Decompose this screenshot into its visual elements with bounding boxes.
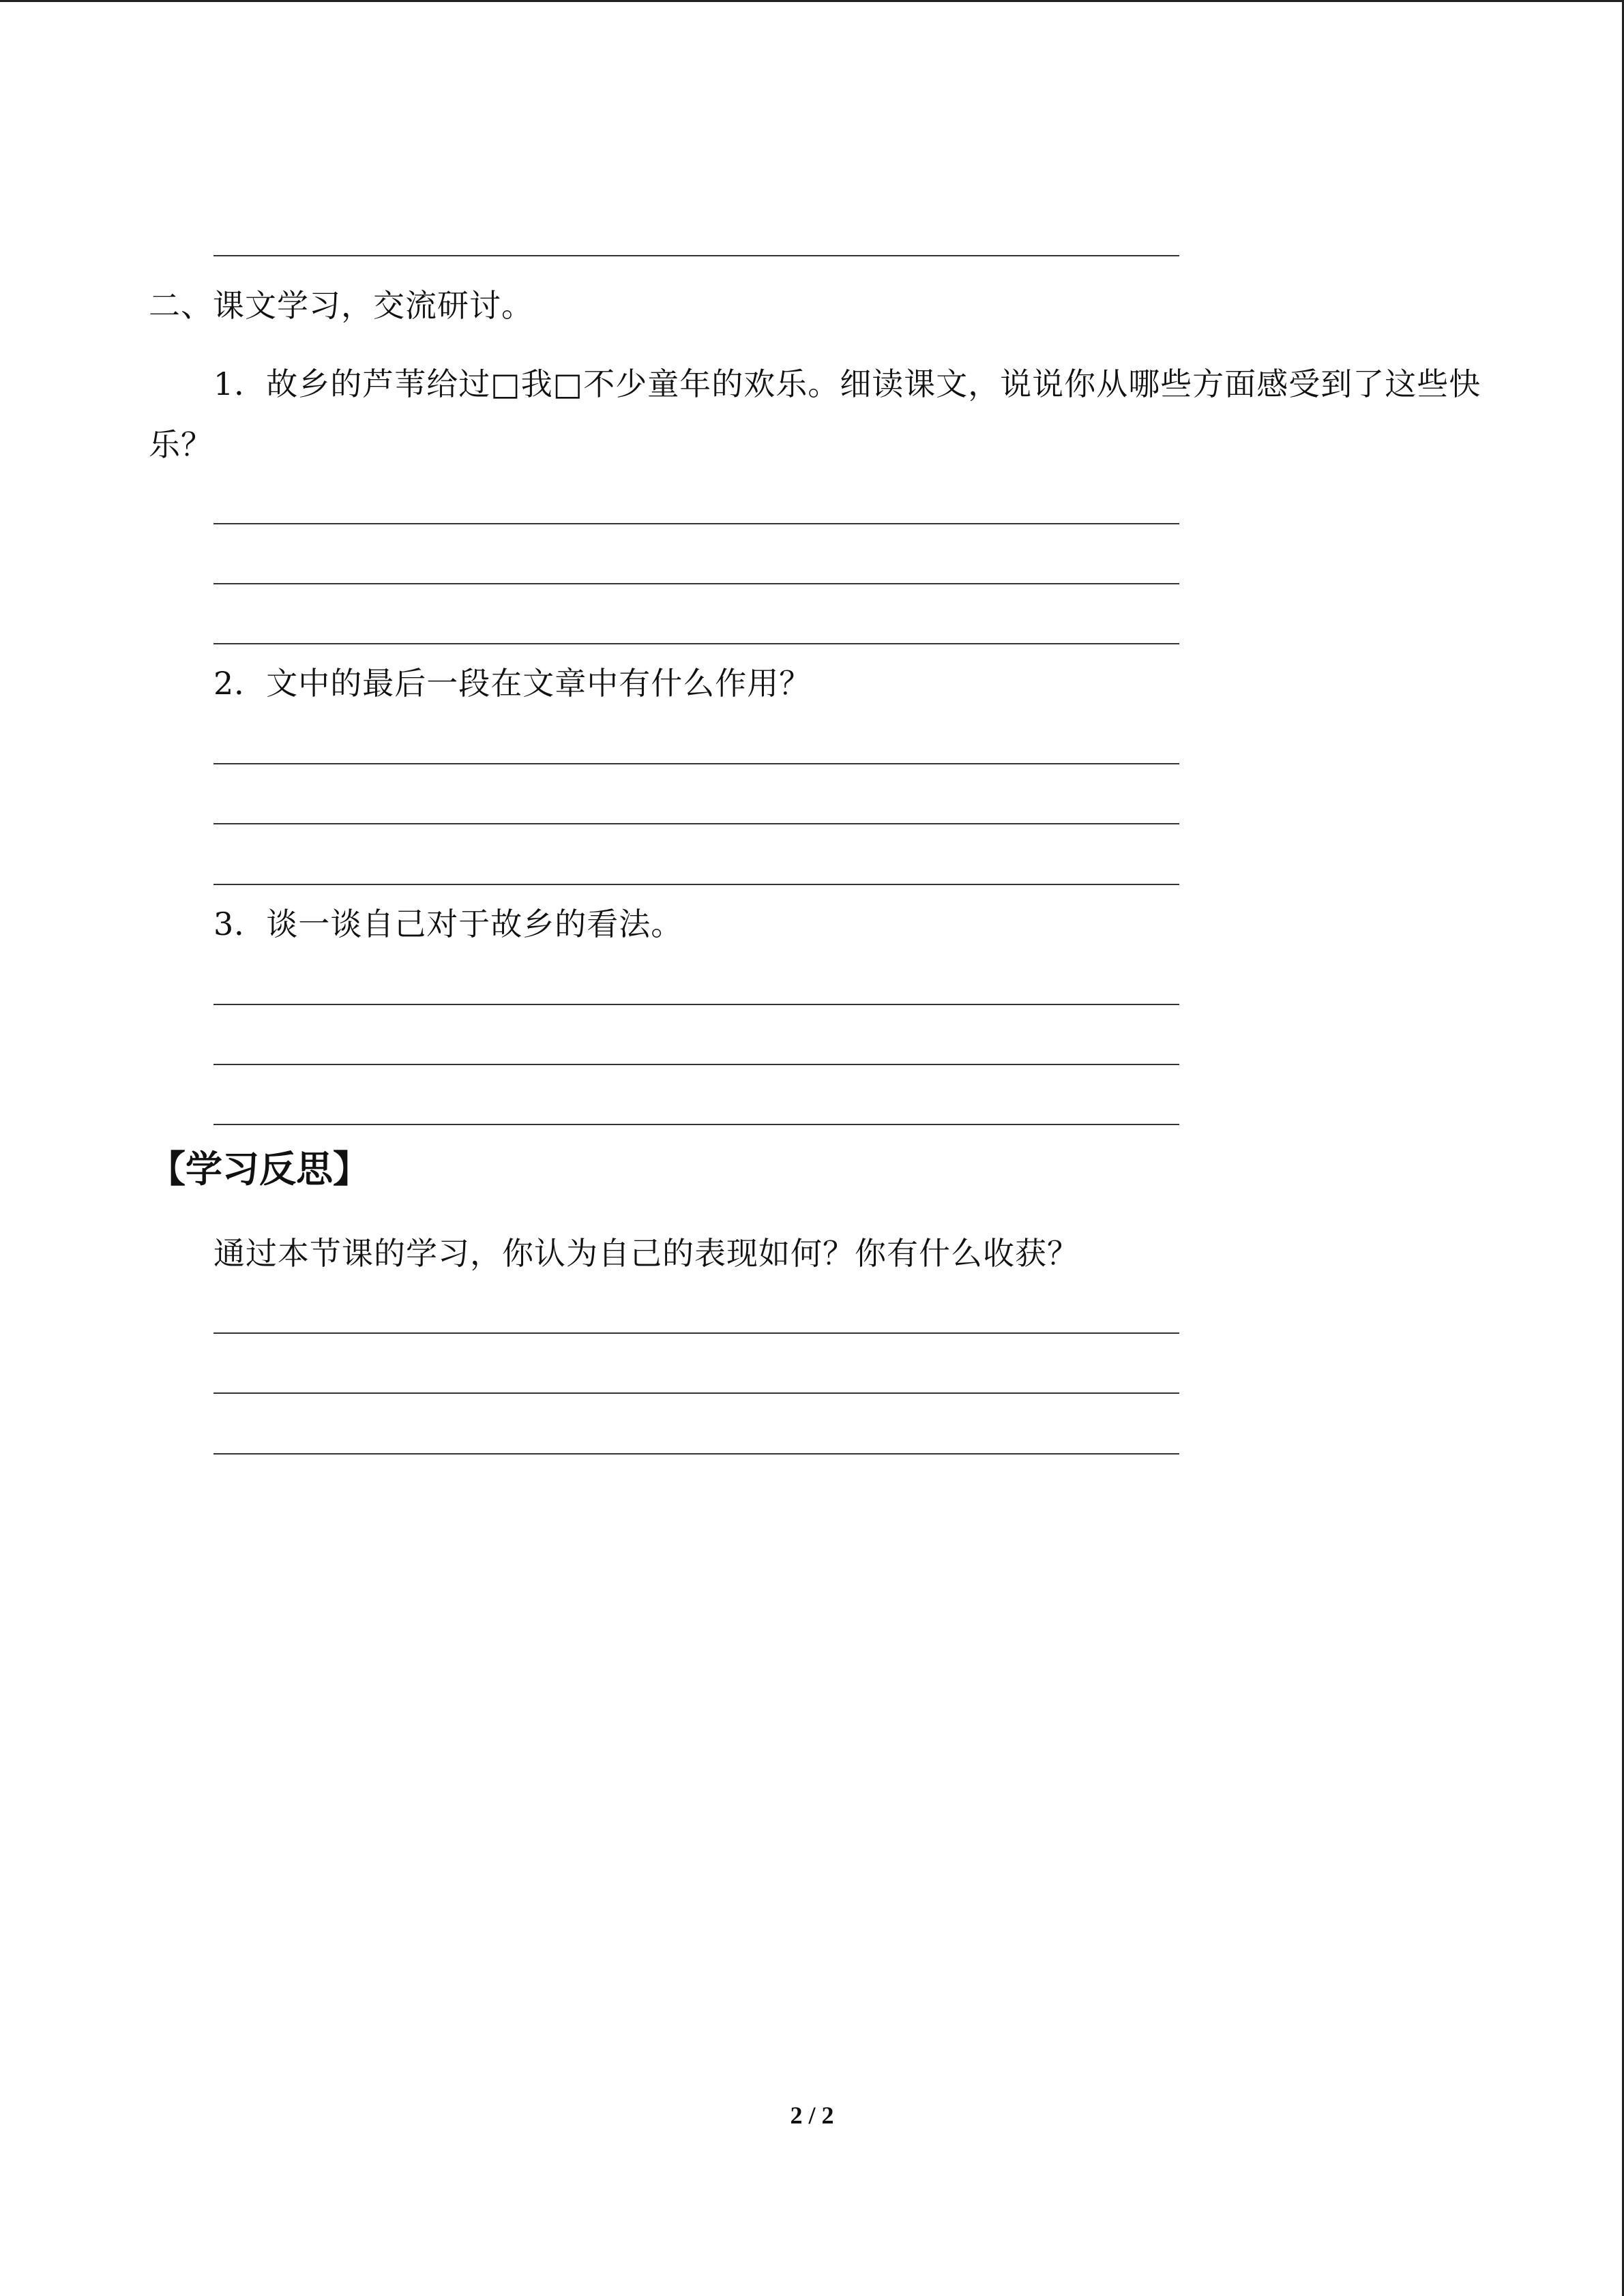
- answer-line: [213, 884, 1179, 885]
- question-3: 3．谈一谈自己对于故乡的看法。: [213, 906, 683, 942]
- page-top-border: [0, 0, 1624, 2]
- answer-line: [213, 1124, 1179, 1125]
- answer-line: [213, 1453, 1179, 1455]
- answer-line: [213, 823, 1179, 824]
- answer-line: [213, 255, 1179, 256]
- section-title: 二、课文学习，交流研讨。: [149, 287, 533, 324]
- answer-line: [213, 1392, 1179, 1394]
- question-1-line-2: 乐？: [149, 426, 213, 463]
- page-number: 2 / 2: [790, 2102, 834, 2129]
- question-2: 2．文中的最后一段在文章中有什么作用？: [213, 665, 812, 702]
- reflection-heading: 【学习反思】: [149, 1148, 370, 1191]
- question-1-line-1: 1．故乡的芦苇给过□我□不少童年的欢乐。细读课文，说说你从哪些方面感受到了这些快: [213, 366, 1481, 402]
- answer-line: [213, 643, 1179, 644]
- answer-line: [213, 583, 1179, 584]
- answer-line: [213, 1004, 1179, 1005]
- reflection-prompt: 通过本节课的学习，你认为自己的表现如何？你有什么收获？: [213, 1235, 1079, 1272]
- answer-line: [213, 763, 1179, 764]
- answer-line: [213, 1332, 1179, 1334]
- answer-line: [213, 523, 1179, 524]
- answer-line: [213, 1064, 1179, 1065]
